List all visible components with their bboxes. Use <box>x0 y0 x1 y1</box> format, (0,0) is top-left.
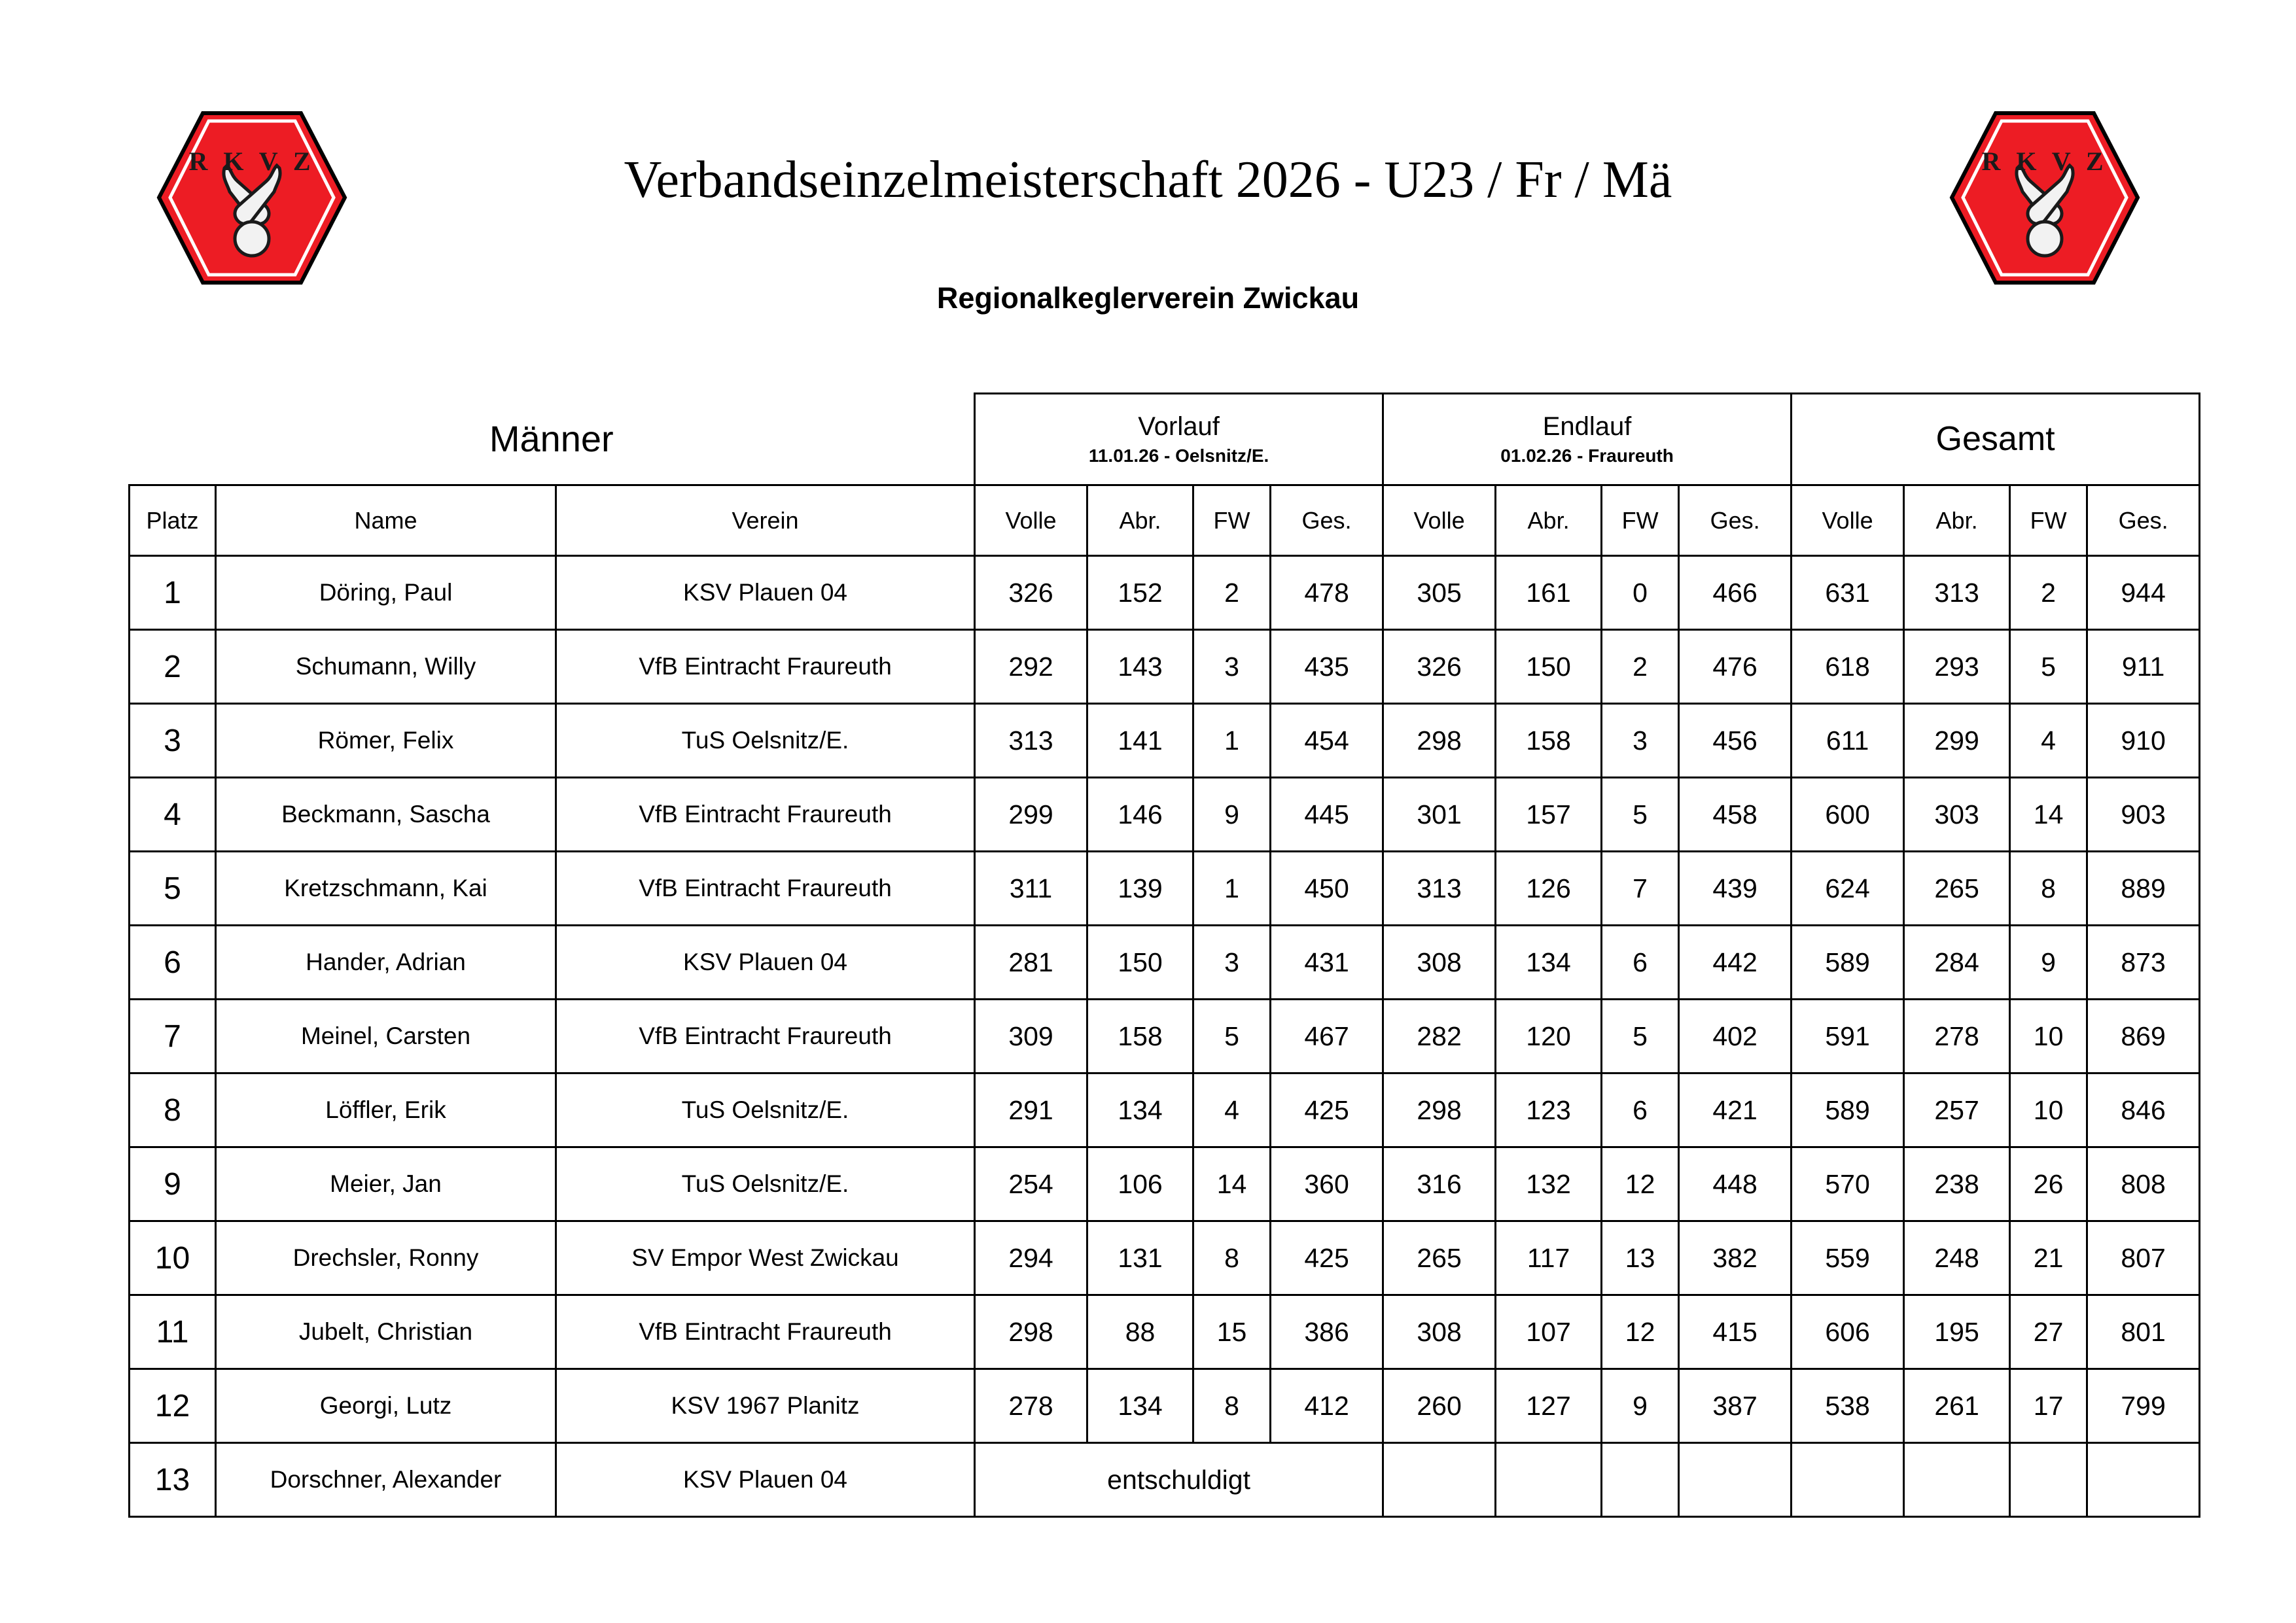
cell-gesamt-fw: 10 <box>2010 1000 2087 1073</box>
cell-endlauf-abr: 158 <box>1496 704 1602 778</box>
cell-platz: 10 <box>130 1221 216 1295</box>
cell-vorlauf-volle: 294 <box>975 1221 1087 1295</box>
cell-verein: KSV Plauen 04 <box>556 1443 975 1517</box>
column-header-verein: Verein <box>556 485 975 556</box>
group-name-endlauf: Endlauf <box>1542 412 1632 442</box>
cell-endlauf-volle: 260 <box>1383 1369 1496 1443</box>
cell-name: Römer, Felix <box>216 704 556 778</box>
cell-verein: KSV 1967 Planitz <box>556 1369 975 1443</box>
cell-gesamt-abr: 265 <box>1904 852 2010 926</box>
cell-gesamt-abr: 195 <box>1904 1295 2010 1369</box>
cell-verein: SV Empor West Zwickau <box>556 1221 975 1295</box>
cell-vorlauf-fw: 9 <box>1193 778 1271 852</box>
cell-gesamt-ges: 799 <box>2087 1369 2200 1443</box>
column-header-vorlauf-volle: Volle <box>975 485 1087 556</box>
column-header-gesamt-volle: Volle <box>1792 485 1904 556</box>
cell-verein: VfB Eintracht Fraureuth <box>556 1295 975 1369</box>
cell-vorlauf-fw: 8 <box>1193 1221 1271 1295</box>
cell-endlauf-volle: 326 <box>1383 630 1496 704</box>
cell-endlauf-abr: 107 <box>1496 1295 1602 1369</box>
cell-gesamt-abr: 284 <box>1904 926 2010 1000</box>
cell-endlauf-abr: 120 <box>1496 1000 1602 1073</box>
cell-gesamt-ges: 910 <box>2087 704 2200 778</box>
cell-gesamt-fw: 2 <box>2010 556 2087 630</box>
group-header-endlauf <box>1383 394 1792 485</box>
cell-gesamt-fw: 8 <box>2010 852 2087 926</box>
cell-name: Kretzschmann, Kai <box>216 852 556 926</box>
cell-endlauf-fw: 2 <box>1602 630 1679 704</box>
cell-gesamt-ges: 808 <box>2087 1147 2200 1221</box>
cell-endlauf-fw <box>1602 1443 1679 1517</box>
cell-endlauf-fw: 5 <box>1602 778 1679 852</box>
cell-verein: TuS Oelsnitz/E. <box>556 1147 975 1221</box>
cell-endlauf-volle: 301 <box>1383 778 1496 852</box>
cell-vorlauf-abr: 88 <box>1087 1295 1193 1369</box>
cell-endlauf-ges: 387 <box>1679 1369 1792 1443</box>
cell-gesamt-fw: 17 <box>2010 1369 2087 1443</box>
column-header-platz: Platz <box>130 485 216 556</box>
cell-vorlauf-ges: 412 <box>1271 1369 1383 1443</box>
table-row <box>130 1295 2200 1369</box>
cell-endlauf-volle: 298 <box>1383 704 1496 778</box>
cell-vorlauf-ges: 425 <box>1271 1221 1383 1295</box>
cell-platz: 9 <box>130 1147 216 1221</box>
cell-verein: KSV Plauen 04 <box>556 926 975 1000</box>
table-row <box>130 630 2200 704</box>
cell-gesamt-ges: 889 <box>2087 852 2200 926</box>
cell-gesamt-fw: 14 <box>2010 778 2087 852</box>
cell-endlauf-abr: 123 <box>1496 1073 1602 1147</box>
cell-platz: 13 <box>130 1443 216 1517</box>
cell-vorlauf-fw: 4 <box>1193 1073 1271 1147</box>
cell-gesamt-ges: 801 <box>2087 1295 2200 1369</box>
cell-endlauf-abr: 157 <box>1496 778 1602 852</box>
column-header-endlauf-abr: Abr. <box>1496 485 1602 556</box>
table-row <box>130 926 2200 1000</box>
cell-platz: 8 <box>130 1073 216 1147</box>
table-row <box>130 1147 2200 1221</box>
cell-platz: 4 <box>130 778 216 852</box>
results-table-wrapper <box>128 393 2185 1518</box>
cell-gesamt-abr: 299 <box>1904 704 2010 778</box>
cell-gesamt-abr: 313 <box>1904 556 2010 630</box>
cell-endlauf-volle: 282 <box>1383 1000 1496 1073</box>
document-header <box>0 0 2296 315</box>
cell-gesamt-fw: 27 <box>2010 1295 2087 1369</box>
cell-gesamt-fw: 21 <box>2010 1221 2087 1295</box>
cell-endlauf-fw: 6 <box>1602 1073 1679 1147</box>
logo-text: R K V Z <box>188 147 315 176</box>
cell-name: Jubelt, Christian <box>216 1295 556 1369</box>
cell-vorlauf-ges: 431 <box>1271 926 1383 1000</box>
cell-endlauf-volle: 308 <box>1383 926 1496 1000</box>
page-title: Verbandseinzelmeisterschaft 2026 - U23 / Fr / Mä <box>624 151 1672 209</box>
section-title: Männer <box>489 417 614 459</box>
cell-endlauf-volle: 305 <box>1383 556 1496 630</box>
cell-gesamt-abr: 261 <box>1904 1369 2010 1443</box>
cell-gesamt-ges: 807 <box>2087 1221 2200 1295</box>
cell-endlauf-volle: 316 <box>1383 1147 1496 1221</box>
cell-endlauf-ges: 466 <box>1679 556 1792 630</box>
cell-endlauf-fw: 12 <box>1602 1295 1679 1369</box>
cell-endlauf-ges: 476 <box>1679 630 1792 704</box>
cell-verein: TuS Oelsnitz/E. <box>556 1073 975 1147</box>
group-sub-endlauf: 01.02.26 - Fraureuth <box>1500 445 1674 466</box>
cell-platz: 12 <box>130 1369 216 1443</box>
cell-platz: 5 <box>130 852 216 926</box>
cell-name: Dorschner, Alexander <box>216 1443 556 1517</box>
cell-gesamt-abr: 278 <box>1904 1000 2010 1073</box>
cell-endlauf-fw: 13 <box>1602 1221 1679 1295</box>
cell-gesamt-volle: 624 <box>1792 852 1904 926</box>
table-group-header-row <box>130 394 2200 485</box>
cell-endlauf-volle: 265 <box>1383 1221 1496 1295</box>
group-sub-vorlauf: 11.01.26 - Oelsnitz/E. <box>1088 445 1269 466</box>
cell-endlauf-volle: 308 <box>1383 1295 1496 1369</box>
cell-platz: 3 <box>130 704 216 778</box>
cell-vorlauf-volle: 326 <box>975 556 1087 630</box>
column-header-vorlauf-abr: Abr. <box>1087 485 1193 556</box>
cell-endlauf-ges: 448 <box>1679 1147 1792 1221</box>
cell-endlauf-abr: 132 <box>1496 1147 1602 1221</box>
cell-gesamt-volle: 559 <box>1792 1221 1904 1295</box>
cell-name: Meier, Jan <box>216 1147 556 1221</box>
cell-vorlauf-fw: 5 <box>1193 1000 1271 1073</box>
cell-gesamt-abr: 238 <box>1904 1147 2010 1221</box>
cell-name: Döring, Paul <box>216 556 556 630</box>
cell-platz: 2 <box>130 630 216 704</box>
cell-vorlauf-abr: 152 <box>1087 556 1193 630</box>
cell-vorlauf-fw: 1 <box>1193 852 1271 926</box>
cell-gesamt-volle: 606 <box>1792 1295 1904 1369</box>
table-row <box>130 1073 2200 1147</box>
cell-gesamt-abr: 248 <box>1904 1221 2010 1295</box>
cell-gesamt-abr: 257 <box>1904 1073 2010 1147</box>
cell-endlauf-ges: 458 <box>1679 778 1792 852</box>
cell-endlauf-abr <box>1496 1443 1602 1517</box>
cell-vorlauf-volle: 292 <box>975 630 1087 704</box>
column-header-vorlauf-fw: FW <box>1193 485 1271 556</box>
cell-vorlauf-volle: 298 <box>975 1295 1087 1369</box>
cell-gesamt-fw: 10 <box>2010 1073 2087 1147</box>
cell-name: Schumann, Willy <box>216 630 556 704</box>
cell-gesamt-ges <box>2087 1443 2200 1517</box>
cell-verein: VfB Eintracht Fraureuth <box>556 630 975 704</box>
cell-vorlauf-volle: 311 <box>975 852 1087 926</box>
cell-gesamt-ges: 869 <box>2087 1000 2200 1073</box>
cell-vorlauf-volle: 313 <box>975 704 1087 778</box>
table-row <box>130 1369 2200 1443</box>
cell-name: Löffler, Erik <box>216 1073 556 1147</box>
cell-gesamt-volle: 538 <box>1792 1369 1904 1443</box>
cell-vorlauf-ges: 445 <box>1271 778 1383 852</box>
cell-name: Beckmann, Sascha <box>216 778 556 852</box>
cell-status-note: entschuldigt <box>975 1443 1383 1517</box>
results-table <box>128 393 2200 1518</box>
cell-vorlauf-ges: 478 <box>1271 556 1383 630</box>
cell-vorlauf-abr: 134 <box>1087 1369 1193 1443</box>
column-header-name: Name <box>216 485 556 556</box>
cell-vorlauf-abr: 134 <box>1087 1073 1193 1147</box>
column-header-vorlauf-ges: Ges. <box>1271 485 1383 556</box>
page-subtitle: Regionalkeglerverein Zwickau <box>936 281 1360 315</box>
cell-verein: KSV Plauen 04 <box>556 556 975 630</box>
cell-vorlauf-abr: 146 <box>1087 778 1193 852</box>
cell-name: Meinel, Carsten <box>216 1000 556 1073</box>
cell-vorlauf-volle: 254 <box>975 1147 1087 1221</box>
cell-gesamt-volle <box>1792 1443 1904 1517</box>
cell-vorlauf-volle: 299 <box>975 778 1087 852</box>
cell-vorlauf-fw: 3 <box>1193 926 1271 1000</box>
cell-gesamt-abr: 303 <box>1904 778 2010 852</box>
cell-vorlauf-abr: 150 <box>1087 926 1193 1000</box>
table-row <box>130 704 2200 778</box>
cell-gesamt-ges: 903 <box>2087 778 2200 852</box>
cell-gesamt-ges: 873 <box>2087 926 2200 1000</box>
cell-endlauf-fw: 5 <box>1602 1000 1679 1073</box>
cell-endlauf-abr: 126 <box>1496 852 1602 926</box>
cell-endlauf-abr: 161 <box>1496 556 1602 630</box>
cell-vorlauf-ges: 467 <box>1271 1000 1383 1073</box>
table-body <box>130 556 2200 1517</box>
cell-vorlauf-volle: 278 <box>975 1369 1087 1443</box>
cell-endlauf-fw: 0 <box>1602 556 1679 630</box>
cell-gesamt-abr: 293 <box>1904 630 2010 704</box>
cell-gesamt-abr <box>1904 1443 2010 1517</box>
cell-vorlauf-abr: 106 <box>1087 1147 1193 1221</box>
column-header-gesamt-abr: Abr. <box>1904 485 2010 556</box>
cell-vorlauf-ges: 360 <box>1271 1147 1383 1221</box>
cell-vorlauf-fw: 8 <box>1193 1369 1271 1443</box>
cell-vorlauf-fw: 15 <box>1193 1295 1271 1369</box>
cell-endlauf-fw: 6 <box>1602 926 1679 1000</box>
cell-platz: 11 <box>130 1295 216 1369</box>
cell-verein: TuS Oelsnitz/E. <box>556 704 975 778</box>
cell-gesamt-fw: 9 <box>2010 926 2087 1000</box>
cell-vorlauf-fw: 2 <box>1193 556 1271 630</box>
cell-name: Drechsler, Ronny <box>216 1221 556 1295</box>
cell-endlauf-fw: 9 <box>1602 1369 1679 1443</box>
cell-endlauf-volle <box>1383 1443 1496 1517</box>
cell-endlauf-ges <box>1679 1443 1792 1517</box>
cell-endlauf-ges: 456 <box>1679 704 1792 778</box>
column-header-endlauf-ges: Ges. <box>1679 485 1792 556</box>
cell-vorlauf-ges: 454 <box>1271 704 1383 778</box>
cell-gesamt-fw <box>2010 1443 2087 1517</box>
cell-name: Georgi, Lutz <box>216 1369 556 1443</box>
cell-verein: VfB Eintracht Fraureuth <box>556 852 975 926</box>
cell-endlauf-abr: 117 <box>1496 1221 1602 1295</box>
cell-endlauf-fw: 3 <box>1602 704 1679 778</box>
table-row-excused <box>130 1443 2200 1517</box>
table-column-header-row <box>130 485 2200 556</box>
cell-gesamt-volle: 591 <box>1792 1000 1904 1073</box>
cell-gesamt-volle: 618 <box>1792 630 1904 704</box>
table-row <box>130 556 2200 630</box>
table-row <box>130 1221 2200 1295</box>
column-header-endlauf-fw: FW <box>1602 485 1679 556</box>
cell-endlauf-ges: 439 <box>1679 852 1792 926</box>
cell-gesamt-fw: 26 <box>2010 1147 2087 1221</box>
column-header-gesamt-fw: FW <box>2010 485 2087 556</box>
cell-endlauf-ges: 382 <box>1679 1221 1792 1295</box>
cell-vorlauf-abr: 158 <box>1087 1000 1193 1073</box>
cell-gesamt-volle: 570 <box>1792 1147 1904 1221</box>
cell-gesamt-volle: 611 <box>1792 704 1904 778</box>
cell-gesamt-volle: 600 <box>1792 778 1904 852</box>
table-row <box>130 1000 2200 1073</box>
cell-vorlauf-abr: 141 <box>1087 704 1193 778</box>
cell-vorlauf-ges: 425 <box>1271 1073 1383 1147</box>
cell-vorlauf-ges: 450 <box>1271 852 1383 926</box>
cell-endlauf-fw: 12 <box>1602 1147 1679 1221</box>
cell-verein: VfB Eintracht Fraureuth <box>556 778 975 852</box>
cell-name: Hander, Adrian <box>216 926 556 1000</box>
cell-endlauf-abr: 134 <box>1496 926 1602 1000</box>
cell-endlauf-ges: 402 <box>1679 1000 1792 1073</box>
cell-verein: VfB Eintracht Fraureuth <box>556 1000 975 1073</box>
cell-endlauf-ges: 415 <box>1679 1295 1792 1369</box>
cell-platz: 6 <box>130 926 216 1000</box>
cell-gesamt-ges: 944 <box>2087 556 2200 630</box>
cell-endlauf-ges: 442 <box>1679 926 1792 1000</box>
group-name-vorlauf: Vorlauf <box>1138 412 1220 442</box>
cell-endlauf-volle: 298 <box>1383 1073 1496 1147</box>
column-header-endlauf-volle: Volle <box>1383 485 1496 556</box>
cell-vorlauf-abr: 139 <box>1087 852 1193 926</box>
cell-gesamt-fw: 4 <box>2010 704 2087 778</box>
cell-gesamt-ges: 911 <box>2087 630 2200 704</box>
cell-endlauf-volle: 313 <box>1383 852 1496 926</box>
cell-platz: 1 <box>130 556 216 630</box>
table-row <box>130 778 2200 852</box>
cell-vorlauf-fw: 3 <box>1193 630 1271 704</box>
cell-gesamt-volle: 589 <box>1792 926 1904 1000</box>
cell-endlauf-fw: 7 <box>1602 852 1679 926</box>
cell-vorlauf-volle: 291 <box>975 1073 1087 1147</box>
cell-endlauf-ges: 421 <box>1679 1073 1792 1147</box>
cell-platz: 7 <box>130 1000 216 1073</box>
cell-vorlauf-abr: 143 <box>1087 630 1193 704</box>
logo-text: R K V Z <box>1981 147 2108 176</box>
cell-vorlauf-fw: 1 <box>1193 704 1271 778</box>
cell-vorlauf-ges: 386 <box>1271 1295 1383 1369</box>
cell-vorlauf-fw: 14 <box>1193 1147 1271 1221</box>
cell-vorlauf-ges: 435 <box>1271 630 1383 704</box>
cell-vorlauf-volle: 281 <box>975 926 1087 1000</box>
cell-gesamt-volle: 631 <box>1792 556 1904 630</box>
table-row <box>130 852 2200 926</box>
group-header-vorlauf <box>975 394 1383 485</box>
cell-vorlauf-volle: 309 <box>975 1000 1087 1073</box>
cell-vorlauf-abr: 131 <box>1087 1221 1193 1295</box>
column-header-gesamt-ges: Ges. <box>2087 485 2200 556</box>
cell-gesamt-fw: 5 <box>2010 630 2087 704</box>
cell-endlauf-abr: 150 <box>1496 630 1602 704</box>
cell-gesamt-ges: 846 <box>2087 1073 2200 1147</box>
cell-gesamt-volle: 589 <box>1792 1073 1904 1147</box>
cell-endlauf-abr: 127 <box>1496 1369 1602 1443</box>
group-header-gesamt: Gesamt <box>1792 394 2200 485</box>
